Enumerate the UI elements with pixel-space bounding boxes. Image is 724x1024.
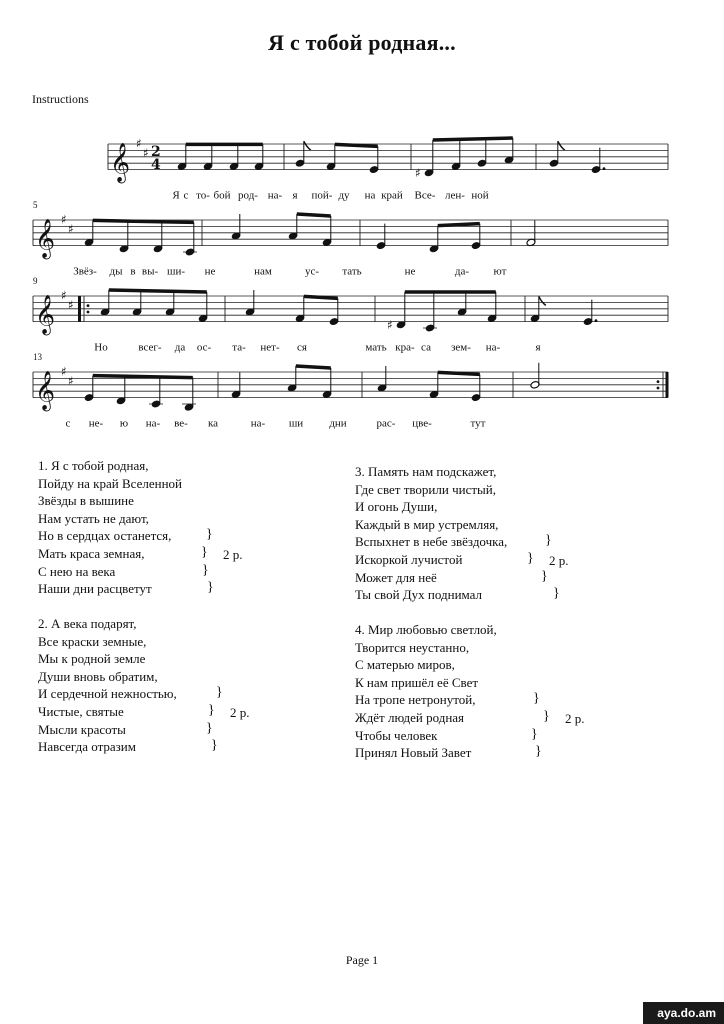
lyric-syllable: тут	[470, 417, 486, 430]
lyric-syllable: мать	[365, 341, 387, 354]
lyric-syllable: то-	[196, 189, 210, 202]
measure-number: 13	[33, 352, 42, 362]
verse-line: И огонь Души,	[355, 499, 438, 515]
verse-line: Души вновь обратим,	[38, 668, 158, 684]
repeat-brace: }	[201, 545, 208, 560]
repeat-brace: }	[206, 720, 213, 736]
lyric-syllable: Но	[94, 341, 108, 354]
verse-line: Может для неё	[355, 569, 437, 585]
lyric-syllable: на-	[485, 341, 501, 354]
page-number: Page 1	[345, 953, 379, 967]
note-beam	[433, 138, 513, 140]
note-beam	[438, 372, 480, 374]
repeat-dot	[87, 311, 90, 314]
verse-line: 1. Я с тобой родная,	[38, 458, 149, 473]
staff-system	[108, 137, 668, 202]
repeat-brace: }	[216, 685, 223, 701]
verse-line: Нам устать не дают,	[38, 510, 149, 526]
verse-line: Мать краса земная,	[38, 545, 145, 561]
verse-line: 3. Память нам подскажет,	[355, 464, 497, 479]
repeat-brace: }	[208, 703, 215, 718]
note-beam	[296, 366, 331, 368]
lyric-syllable: лен-	[445, 189, 465, 202]
lyric-syllable: я	[292, 189, 298, 202]
lyric-syllable: на-	[250, 417, 266, 430]
lyric-syllable: тать	[342, 265, 362, 278]
dot	[603, 167, 606, 170]
lyric-syllable: на	[364, 189, 376, 202]
verse-line: 4. Мир любовью светлой,	[355, 622, 497, 637]
repeat-brace: }	[207, 580, 214, 596]
sharp-icon: ♯	[387, 317, 393, 332]
lyric-syllable: ве-	[174, 417, 188, 430]
note-beam	[297, 214, 331, 216]
lyric-syllable: Звёз-	[73, 265, 97, 278]
verse-line: С матерью миров,	[355, 657, 455, 673]
note-beam	[93, 220, 194, 222]
lyric-syllable: ос-	[196, 341, 212, 354]
lyric-syllable: не	[204, 265, 216, 278]
repeat-count: 2 р.	[230, 705, 250, 720]
note-beam	[335, 144, 378, 146]
measure-number: 9	[33, 276, 38, 286]
lyric-syllable: зем-	[451, 341, 471, 354]
sharp-icon: ♯	[415, 165, 421, 180]
note-beam	[93, 376, 193, 378]
treble-clef-icon: 𝄞	[35, 294, 56, 335]
repeat-brace: }	[202, 562, 209, 578]
lyric-syllable: не	[404, 265, 416, 278]
staff-system	[33, 200, 668, 278]
lyric-syllable: да	[174, 341, 186, 354]
repeat-count: 2 р.	[549, 553, 569, 568]
dot	[595, 319, 598, 322]
repeat-brace: }	[541, 568, 548, 584]
verse-line: Чистые, святые	[38, 703, 124, 719]
sharp-icon: ♯	[68, 222, 74, 237]
treble-clef-icon: 𝄞	[35, 218, 56, 259]
lyric-syllable: ка	[207, 417, 219, 430]
repeat-dot	[657, 380, 660, 383]
lyric-syllable: та-	[232, 341, 246, 354]
treble-clef-icon: 𝄞	[35, 370, 56, 411]
repeat-count: 2 р.	[223, 547, 243, 562]
note-flag	[539, 296, 546, 305]
note-beam	[109, 290, 207, 292]
lyric-syllable: я	[535, 341, 541, 354]
lyric-syllable: нет-	[260, 341, 280, 354]
verse-line: Но в сердцах останется,	[38, 528, 172, 544]
verse-line: Навсегда отразим	[38, 739, 136, 755]
verse-3	[355, 463, 615, 604]
verse-line: Мысли красоты	[38, 721, 126, 737]
repeat-brace: }	[531, 726, 538, 742]
lyric-syllable: да-	[454, 265, 470, 278]
lyric-syllable: ю	[119, 417, 129, 430]
lyric-syllable: пой-	[311, 189, 333, 202]
lyric-syllable: в	[130, 265, 136, 278]
lyric-syllable: бой	[213, 189, 231, 202]
lyric-syllable: ной	[471, 189, 489, 202]
verse-line: Чтобы человек	[355, 727, 438, 743]
repeat-brace: }	[206, 527, 213, 543]
lyric-syllable: Все-	[414, 189, 436, 202]
sharp-icon: ♯	[68, 374, 74, 389]
verse-line: Вспыхнет в небе звёздочка,	[355, 534, 508, 550]
verse-line: Пойду на край Вселенной	[38, 475, 182, 491]
note-flag	[558, 141, 565, 150]
verse-2	[38, 615, 298, 756]
verse-line: И сердечной нежностью,	[38, 686, 177, 702]
verse-line: Наши дни расцветут	[38, 581, 152, 597]
verse-line: Звёзды в вышине	[38, 493, 134, 509]
verse-1	[38, 457, 298, 598]
lyric-syllable: нам	[254, 265, 272, 278]
music-score	[0, 0, 724, 450]
lyric-syllable: кра-	[395, 341, 415, 354]
final-barline	[666, 372, 669, 398]
site-watermark: aya.do.am	[643, 1002, 724, 1024]
repeat-brace: }	[543, 709, 550, 724]
verse-line: Все краски земные,	[38, 633, 147, 649]
lyric-syllable: ды	[109, 265, 123, 278]
repeat-brace: }	[545, 533, 552, 549]
instructions-label: Instructions	[32, 92, 89, 106]
verse-line: Искоркой лучистой	[355, 551, 463, 567]
lyric-syllable: дни	[329, 417, 347, 430]
lyric-syllable: край	[381, 189, 403, 202]
lyric-syllable: с	[65, 417, 71, 430]
lyric-syllable: род-	[238, 189, 258, 202]
repeat-count: 2 р.	[565, 711, 585, 726]
repeat-dot	[657, 387, 660, 390]
verse-line: 2. А века подарят,	[38, 616, 137, 631]
repeat-brace: }	[533, 691, 540, 707]
lyric-syllable: цве-	[412, 417, 432, 430]
note-flag	[304, 141, 311, 150]
song-title: Я с тобой родная...	[268, 30, 456, 55]
verse-line: Ждёт людей родная	[355, 709, 465, 725]
verse-line: На тропе нетронутой,	[355, 692, 476, 708]
lyric-syllable: не-	[88, 417, 104, 430]
repeat-dot	[87, 304, 90, 307]
lyric-syllable: са	[421, 341, 431, 354]
staff-system	[33, 276, 668, 354]
lyric-syllable: рас-	[376, 417, 396, 430]
lyric-syllable: Я	[172, 189, 180, 202]
lyric-syllable: ют	[493, 265, 507, 278]
lyric-syllable: на-	[267, 189, 283, 202]
lyric-syllable: на-	[145, 417, 161, 430]
note-beam	[304, 296, 338, 298]
lyric-syllable: вы-	[141, 265, 159, 278]
verse-line: С нею на века	[38, 563, 116, 579]
verse-line: Принял Новый Завет	[355, 745, 472, 761]
sharp-icon: ♯	[61, 364, 67, 379]
verse-line: Ты свой Дух поднимал	[355, 587, 483, 603]
note-beam	[438, 224, 480, 226]
sharp-icon: ♯	[68, 298, 74, 313]
verse-4	[355, 621, 615, 762]
repeat-brace: }	[527, 551, 534, 566]
lyric-syllable: ши	[288, 417, 304, 430]
sharp-icon: ♯	[61, 212, 67, 227]
lyric-syllable: ши-	[166, 265, 186, 278]
repeat-brace: }	[553, 586, 560, 602]
lyric-syllable: с	[183, 189, 189, 202]
treble-clef-icon: 𝄞	[110, 142, 131, 183]
sharp-icon: ♯	[136, 136, 142, 151]
verse-line: К нам пришёл её Свет	[355, 674, 479, 690]
verse-line: Мы к родной земле	[38, 651, 146, 667]
lyric-syllable: ус-	[304, 265, 320, 278]
sharp-icon: ♯	[61, 288, 67, 303]
repeat-brace: }	[211, 738, 218, 754]
lyric-syllable: ду	[338, 189, 350, 202]
lyric-syllable: ся	[297, 341, 307, 354]
verse-line: Где свет творили чистый,	[355, 481, 496, 497]
repeat-brace: }	[535, 744, 542, 760]
staff-system	[33, 352, 669, 430]
verse-line: Творится неустанно,	[355, 639, 470, 655]
time-signature-bottom: 4	[151, 157, 161, 173]
sharp-icon: ♯	[143, 146, 149, 161]
repeat-start-barline	[78, 296, 81, 322]
lyric-syllable: всег-	[138, 341, 162, 354]
verse-line: Каждый в мир устремляя,	[355, 516, 499, 532]
time-signature-top: 2	[151, 144, 161, 160]
measure-number: 5	[33, 200, 38, 210]
